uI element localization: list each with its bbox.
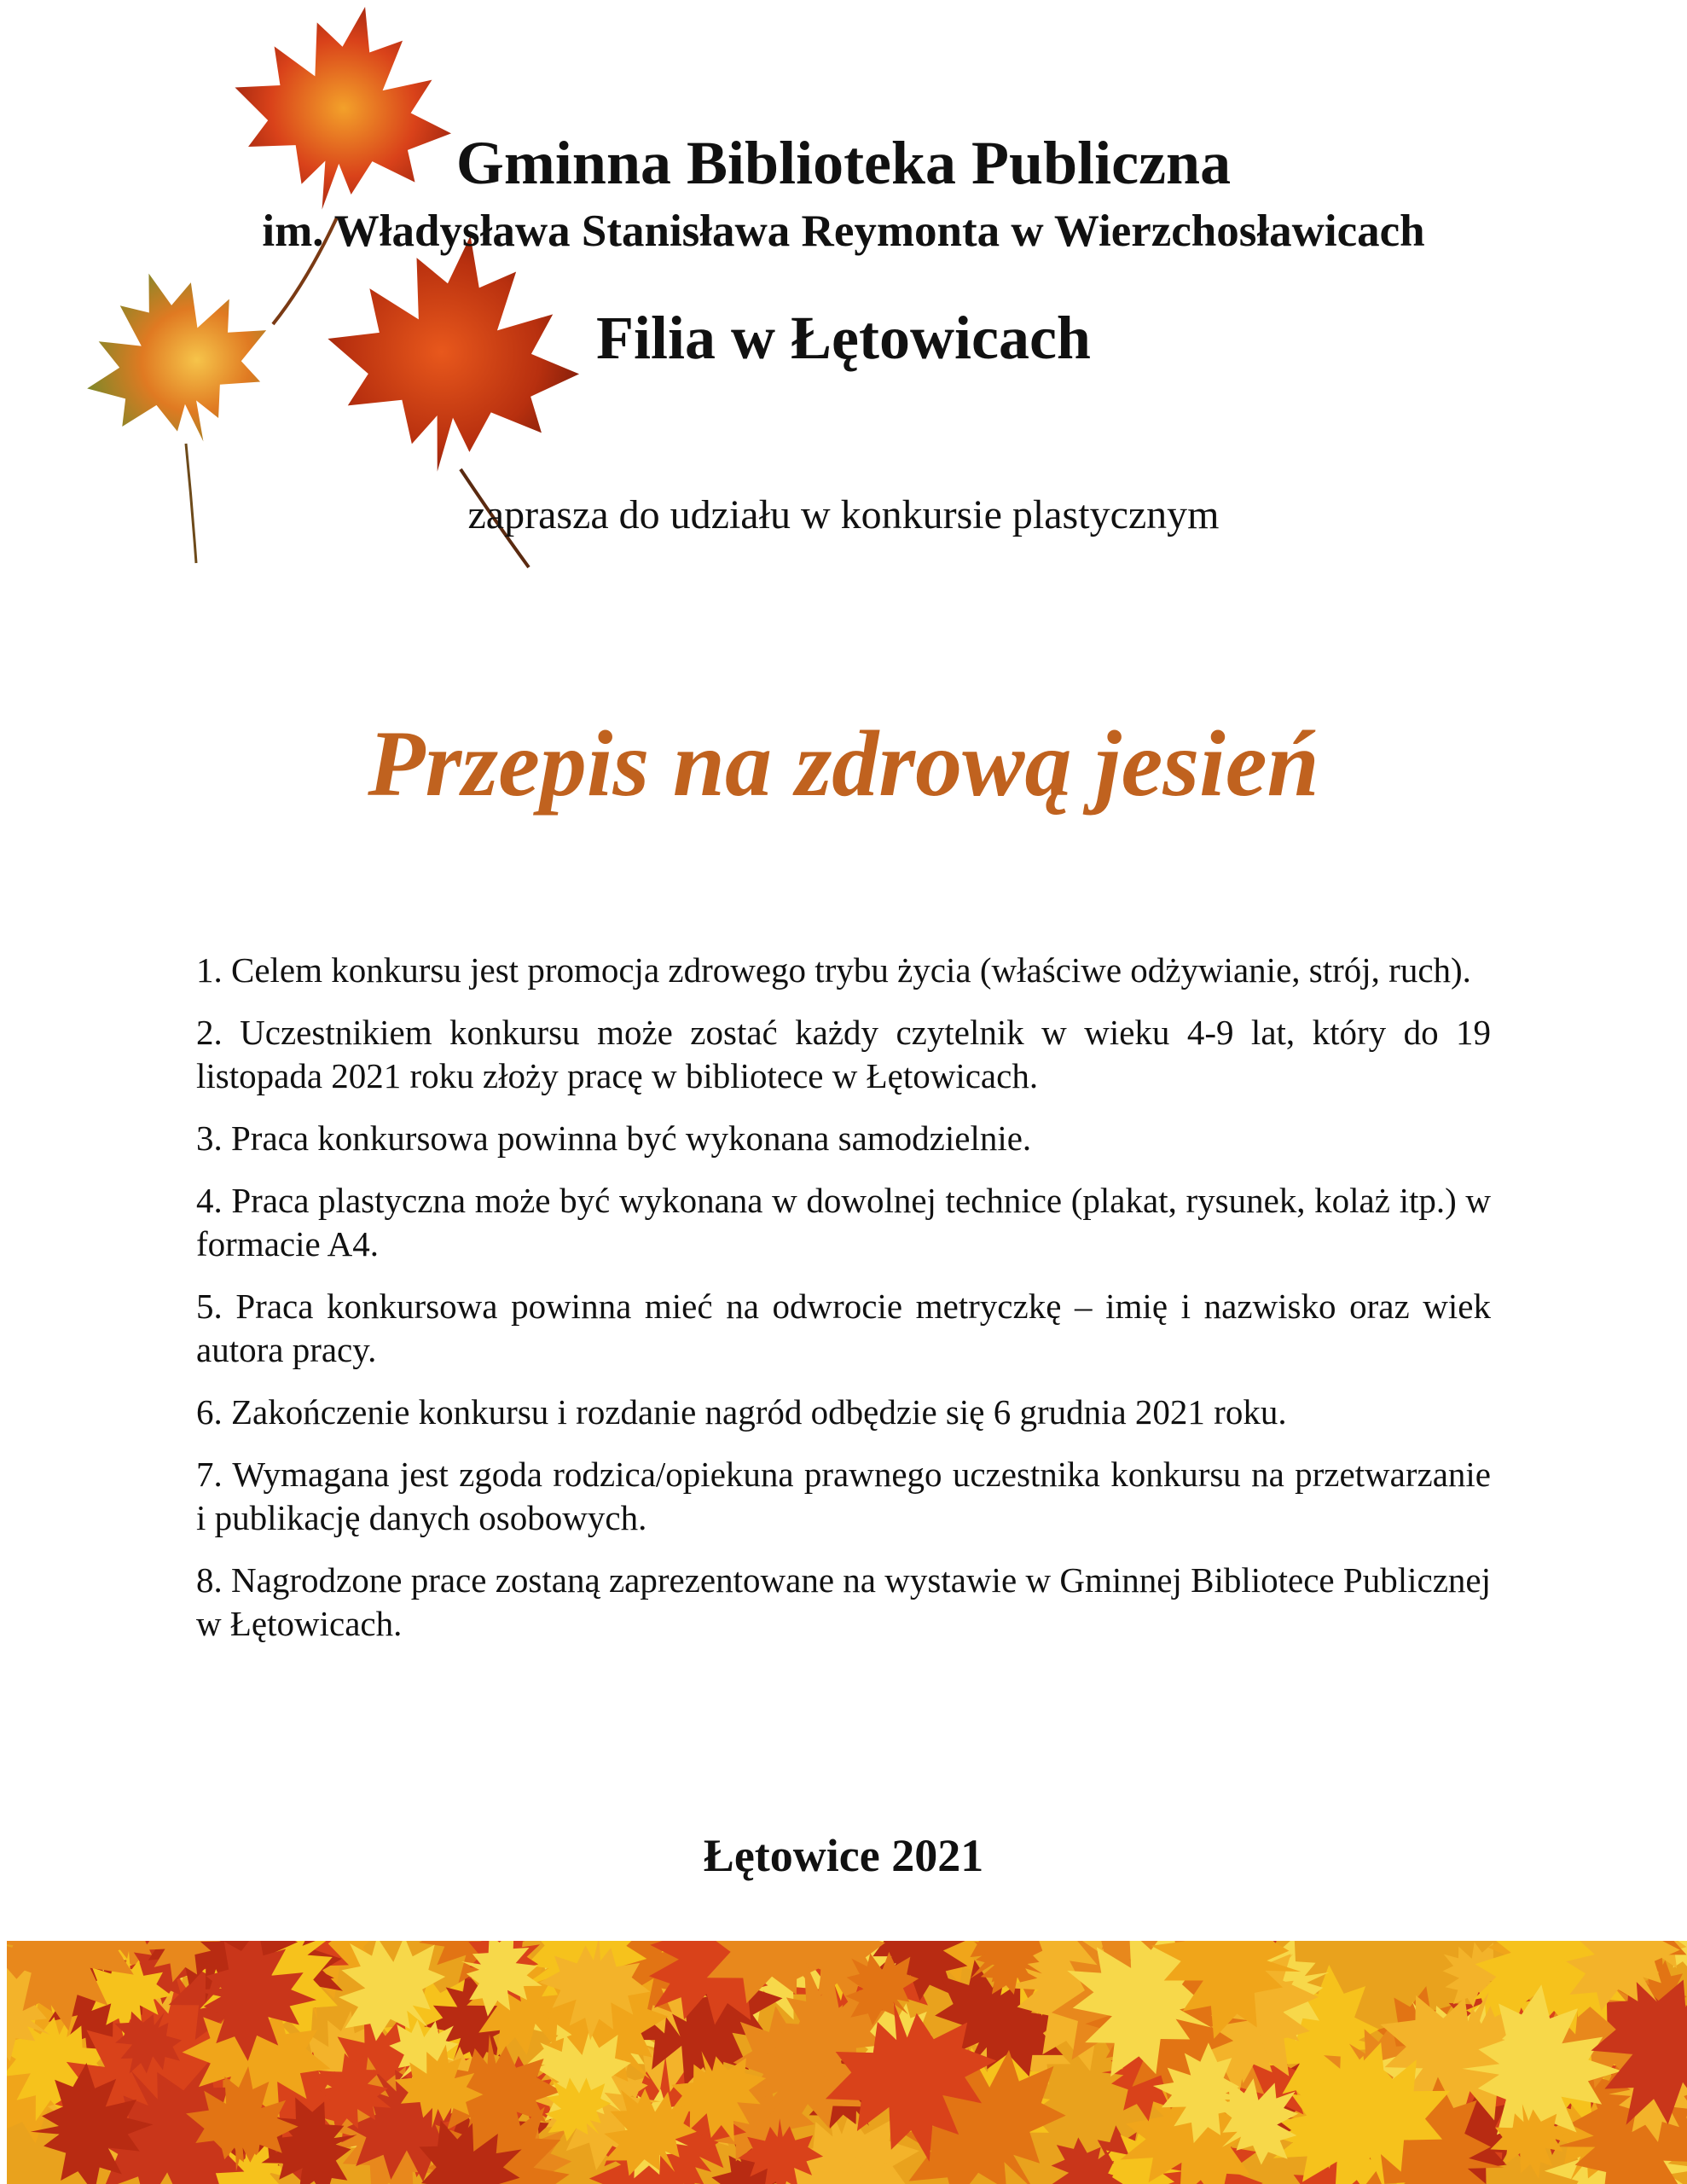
invitation-text: zaprasza do udziału w konkursie plastycznym [467,492,1220,537]
contest-title: Przepis na zdrową jesień [368,712,1319,816]
rule-item: 8. Nagrodzone prace zostaną zaprezentowane na wystawie w Gminnej Bibliotece Publicznej w Łętowicach. [196,1560,1491,1643]
rule-item: 5. Praca konkursowa powinna mieć na odwrocie metryczkę – imię i nazwisko oraz wiek autora pracy. [196,1287,1491,1369]
footer-place-year: Łętowice 2021 [703,1830,984,1881]
rule-item: 4. Praca plastyczna może być wykonana w dowolnej technice (plakat, rysunek, kolaż itp.) w formacie A4. [196,1181,1491,1263]
organization-subtitle: im. Władysława Stanisława Reymonta w Wierzchosławicach [262,206,1425,256]
rule-item: 3. Praca konkursowa powinna być wykonana samodzielnie. [196,1118,1032,1158]
contest-rules-list [196,949,1491,1664]
organization-title: Gminna Biblioteka Publiczna [455,129,1232,197]
rule-item: 7. Wymagana jest zgoda rodzica/opiekuna prawnego uczestnika konkursu na przetwarzanie i publikację danych osobowych. [196,1455,1491,1537]
rule-item: 1. Celem konkursu jest promocja zdrowego trybu życia (właściwe odżywianie, strój, ruch). [196,950,1471,990]
autumn-leaves-border [7,1941,1687,2184]
branch-title: Filia w Łętowicach [596,304,1091,372]
rule-item: 2. Uczestnikiem konkursu może zostać każdy czytelnik w wieku 4-9 lat, który do 19 listopada 2021 roku złoży pracę w bibliotece w Łętowicach. [196,1013,1491,1095]
rule-item: 6. Zakończenie konkursu i rozdanie nagród odbędzie się 6 grudnia 2021 roku. [196,1392,1287,1432]
